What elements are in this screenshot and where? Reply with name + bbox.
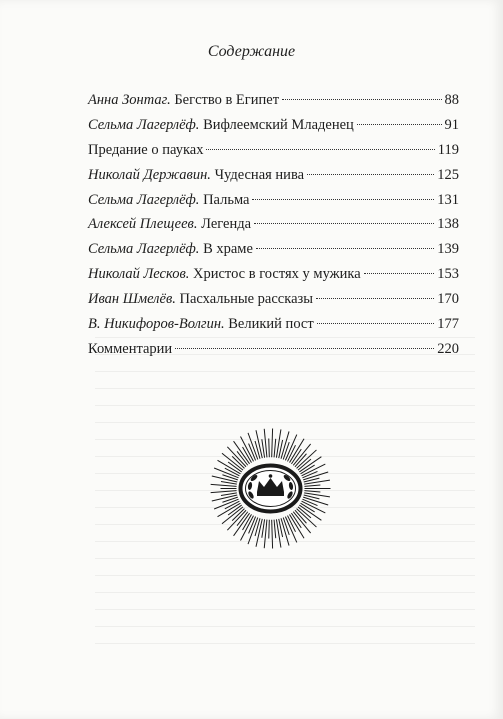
toc-entry[interactable] (88, 312, 459, 337)
entry-title: Пасхальные рассказы (179, 291, 313, 308)
entry-page-number: 119 (437, 141, 459, 158)
entry-title: Вифлеемский Младенец (203, 116, 354, 133)
entry-page-number: 138 (437, 216, 459, 233)
toc-entry[interactable] (88, 88, 459, 113)
entry-title: Христос в гостях у мужика (193, 266, 361, 283)
toc-entry[interactable] (88, 287, 459, 312)
dot-leader (256, 248, 434, 249)
dot-leader (282, 99, 441, 100)
dot-leader (316, 298, 434, 299)
entry-author: Иван Шмелёв. (88, 291, 176, 308)
entry-page-number: 91 (444, 116, 459, 133)
entry-author: В. Никифоров-Волгин. (88, 316, 225, 333)
entry-page-number: 88 (444, 92, 459, 108)
entry-title: Комментарии (88, 340, 173, 357)
toc-entry[interactable] (88, 138, 459, 163)
entry-author: Анна Зонтаг. (88, 92, 171, 108)
toc-entry[interactable] (88, 237, 459, 262)
dot-leader (206, 149, 434, 150)
entry-title: Великий пост (228, 316, 314, 333)
entry-page-number: 153 (437, 266, 459, 283)
toc-entry[interactable] (88, 262, 459, 287)
contents-heading: Содержание (207, 43, 296, 60)
entry-author: Сельма Лагерлёф. (88, 116, 200, 133)
toc-entry[interactable] (88, 188, 459, 213)
entry-author: Сельма Лагерлёф. (88, 241, 200, 258)
dot-leader (357, 124, 442, 125)
entry-page-number: 220 (437, 340, 459, 357)
entry-title: Бегство в Египет (174, 92, 280, 108)
entry-page-number: 131 (437, 191, 459, 208)
entry-page-number: 177 (437, 316, 459, 333)
entry-page-number: 170 (437, 291, 459, 308)
toc-entry[interactable] (88, 113, 459, 138)
dot-leader (252, 199, 434, 200)
dot-leader (175, 348, 434, 349)
dot-leader (307, 174, 434, 175)
entry-title: Предание о пауках (88, 141, 204, 158)
table-of-contents (88, 88, 459, 362)
dot-leader (317, 323, 435, 324)
entry-author: Сельма Лагерлёф. (88, 191, 200, 208)
entry-title: Пальма (203, 191, 250, 208)
entry-page-number: 139 (437, 241, 459, 258)
entry-title: Легенда (201, 216, 252, 233)
entry-author: Алексей Плещеев. (88, 216, 198, 233)
entry-title: В храме (203, 241, 253, 258)
entry-author: Николай Державин. (88, 166, 211, 183)
toc-entry[interactable] (88, 337, 459, 362)
entry-title: Чудесная нива (214, 166, 305, 183)
entry-author: Николай Лесков. (88, 266, 190, 283)
dot-leader (254, 223, 434, 224)
toc-entry[interactable] (88, 163, 459, 188)
toc-entry[interactable] (88, 212, 459, 237)
dot-leader (364, 273, 435, 274)
crown-wreath-sunburst-icon (208, 426, 333, 551)
entry-page-number: 125 (437, 166, 459, 183)
